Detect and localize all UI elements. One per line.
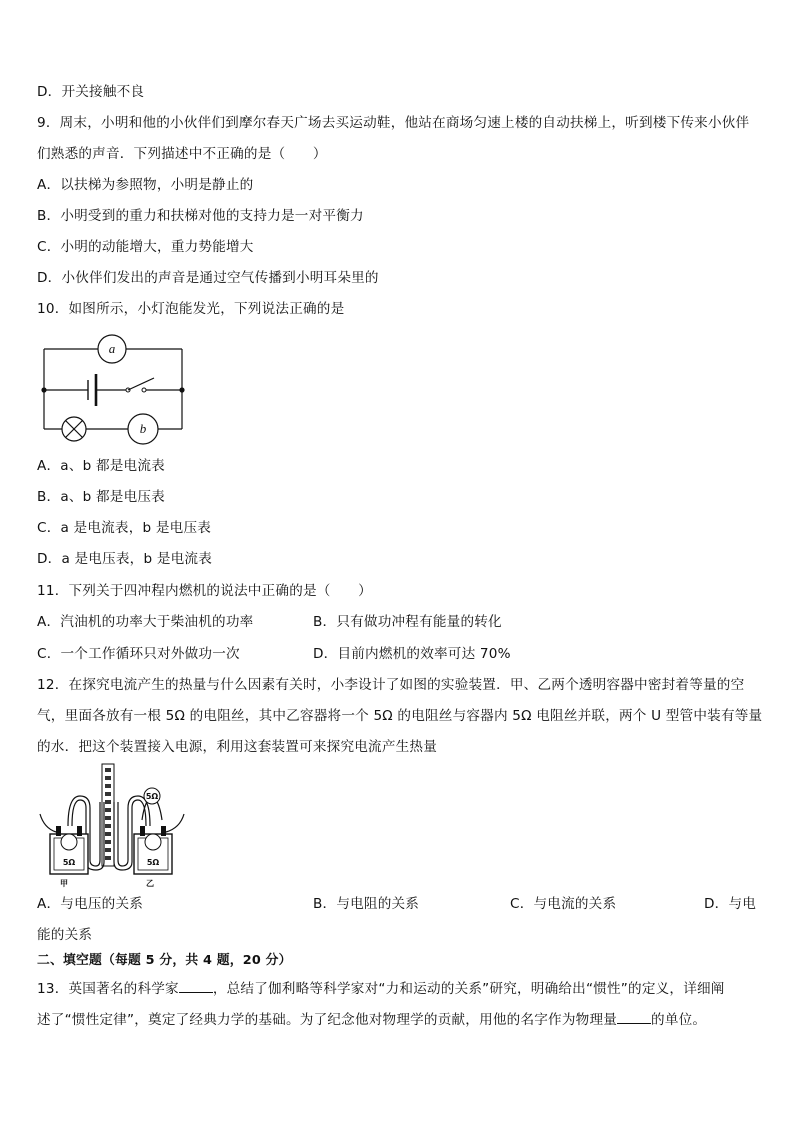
container-jia	[50, 826, 88, 888]
q13-line2	[37, 1010, 706, 1029]
q10-option-d: D．a 是电压表，b 是电流表	[37, 551, 213, 567]
q11-option-b: B．只有做功冲程有能量的转化	[313, 614, 502, 630]
q9-stem-line1: 9．周末，小明和他的小伙伴们到摩尔春天广场去买运动鞋，他站在商场匀速上楼的自动扶梯上，听到楼下传来小伙伴	[37, 115, 750, 131]
svg-text:甲: 甲	[60, 879, 68, 888]
svg-text:5Ω: 5Ω	[62, 858, 76, 867]
q10-option-a: A．a、b 都是电流表	[37, 458, 165, 474]
q12-stem-line3: 的水．把这个装置接入电源，利用这套装置可来探究电流产生热量	[37, 739, 438, 755]
q9-option-a: A．以扶梯为参照物，小明是静止的	[37, 177, 254, 193]
q9-option-c: C．小明的动能增大，重力势能增大	[37, 239, 254, 255]
q12-option-b: B．与电阻的关系	[313, 896, 420, 912]
svg-text:5Ω: 5Ω	[146, 858, 160, 867]
section-2-heading: 二、填空题（每题 5 分，共 4 题，20 分）	[37, 953, 292, 968]
q12-option-d-cont: 能的关系	[37, 927, 93, 943]
svg-text:a: a	[108, 341, 116, 356]
q12-apparatus-figure	[38, 762, 188, 890]
q11-stem: 11．下列关于四冲程内燃机的说法中正确的是（ ）	[37, 583, 372, 599]
q9-option-b: B．小明受到的重力和扶梯对他的支持力是一对平衡力	[37, 208, 364, 224]
q13-line2-end: 的单位。	[651, 1012, 707, 1028]
answer-blank-2[interactable]	[617, 1010, 651, 1024]
battery-symbol	[88, 374, 96, 406]
q11-option-c: C．一个工作循环只对外做功一次	[37, 646, 240, 662]
q13-line1-end: ，总结了伽利略等科学家对“力和运动的关系”研究，明确给出“惯性”的定义，详细阐	[212, 981, 725, 997]
q8-option-d: D．开关接触不良	[37, 84, 145, 100]
q10-option-b: B．a、b 都是电压表	[37, 489, 165, 505]
q12-option-c: C．与电流的关系	[510, 896, 617, 912]
external-resistor	[144, 788, 160, 804]
q9-option-d: D．小伙伴们发出的声音是通过空气传播到小明耳朵里的	[37, 270, 379, 286]
q9-stem-line2: 们熟悉的声音．下列描述中不正确的是（ ）	[37, 146, 327, 162]
q12-option-a: A．与电压的关系	[37, 896, 144, 912]
svg-text:乙: 乙	[146, 879, 154, 888]
q12-stem-line1: 12．在探究电流产生的热量与什么因素有关时，小李设计了如图的实验装置．甲、乙两个透明容器中密封着等量的空	[37, 677, 745, 693]
q11-option-d: D．目前内燃机的效率可达 70%	[313, 646, 511, 662]
q13-line1-start: 13．英国著名的科学家	[37, 981, 179, 997]
q11-option-a: A．汽油机的功率大于柴油机的功率	[37, 614, 254, 630]
lamp-symbol	[62, 417, 86, 441]
q13-line1	[37, 979, 725, 998]
q10-option-c: C．a 是电流表，b 是电压表	[37, 520, 212, 536]
q13-line2-start: 述了“惯性定律”，奠定了经典力学的基础。为了纪念他对物理学的贡献，用他的名字作为物理量	[37, 1012, 618, 1028]
meter-b	[128, 414, 158, 444]
answer-blank-1[interactable]	[179, 979, 213, 993]
svg-text:b: b	[139, 421, 147, 436]
q10-stem: 10．如图所示，小灯泡能发光，下列说法正确的是	[37, 301, 345, 317]
meter-a	[98, 335, 126, 363]
container-yi	[134, 826, 172, 888]
svg-text:5Ω: 5Ω	[145, 792, 159, 801]
q12-option-d: D．与电	[704, 896, 757, 912]
q12-stem-line2: 气，里面各放有一根 5Ω 的电阻丝，其中乙容器将一个 5Ω 的电阻丝与容器内 5Ω 电阻丝并联，两个 U 型管中装有等量	[37, 708, 763, 724]
q10-circuit-diagram	[40, 334, 190, 444]
